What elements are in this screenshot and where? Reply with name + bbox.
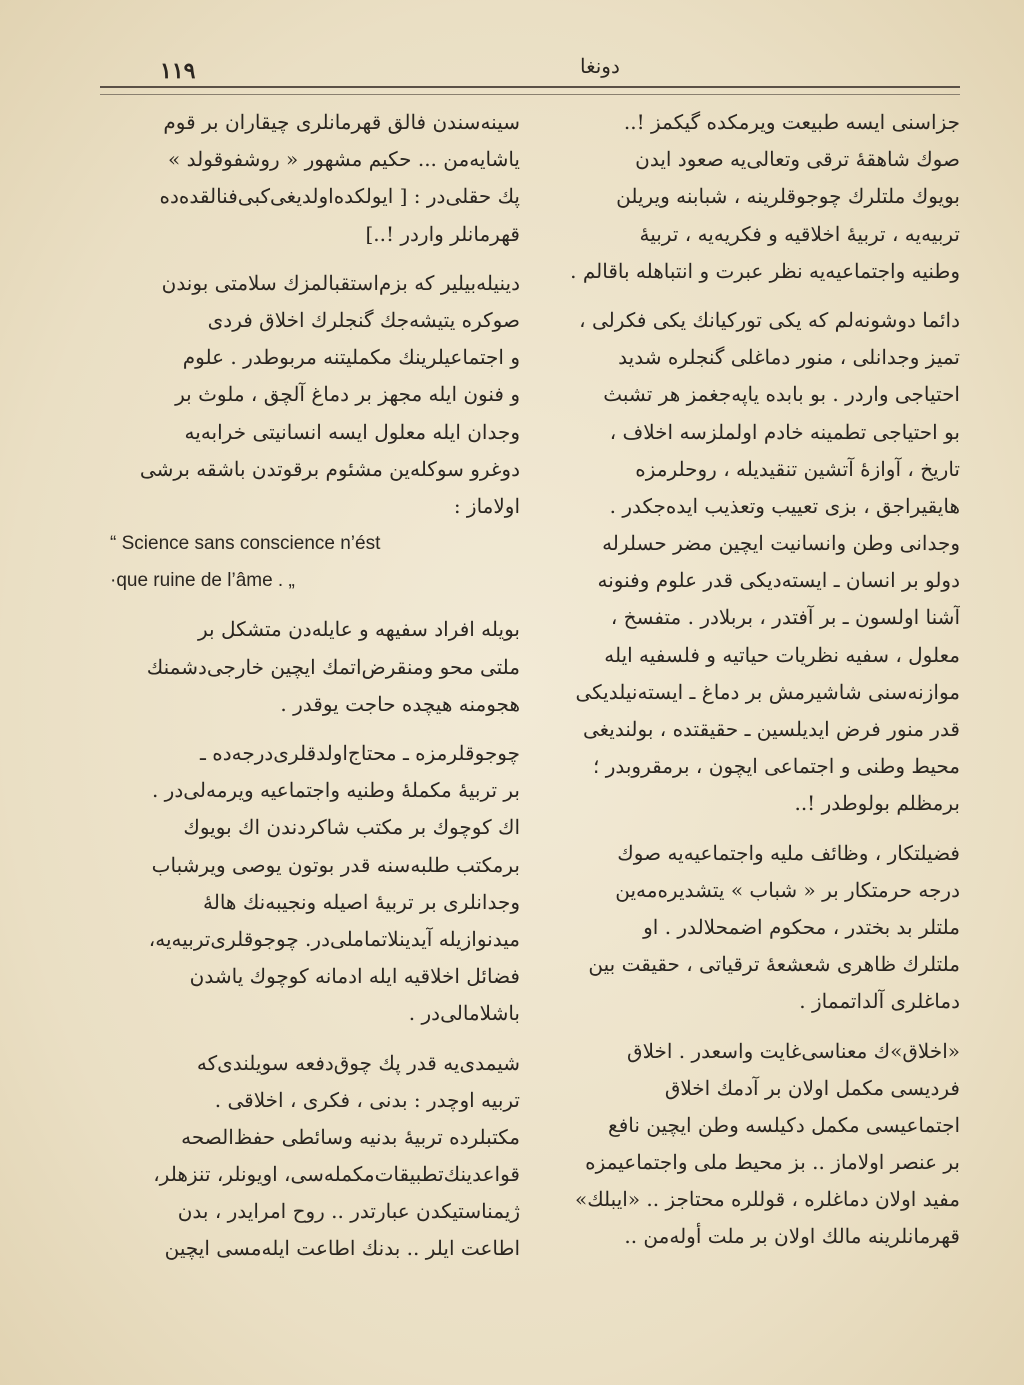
text-line: درجه حرمتکار بر « شباب » یتشدیره‌مه‌ین — [615, 877, 960, 902]
text-line: دائما دوشونه‌لم که یکی تورکیانك یکی فکرلی ، — [579, 307, 960, 332]
text-line: میدنوازیله آیدینلاتماملی‌در. چوجوقلری‌تربیه‌یه، — [148, 926, 520, 951]
text-line: بر عنصر اولاماز .. بز محیط ملی واجتماعیمزه — [585, 1150, 960, 1175]
text-line: فردیسی مکمل اولان بر آدمك اخلاق — [664, 1075, 960, 1100]
text-line: دینیله‌بیلیر که بزم‌استقبالمزك سلامتی بوندن — [161, 270, 520, 295]
paragraph-gap — [555, 1021, 960, 1033]
text-line: محیط وطنی و اجتماعی ایچون ، برمقروبدر ؛ — [592, 754, 960, 779]
text-line: ملتلرك ظاهری شعشعهٔ ترقیاتی ، حقیقت بین — [588, 952, 960, 977]
text-line: اولاماز : — [453, 493, 520, 518]
right-column — [555, 104, 960, 1256]
text-line: یاشایه‌من ... حکیم مشهور « روشفوقولد » — [168, 147, 520, 172]
running-title: دونغا — [580, 54, 620, 78]
left-column — [110, 104, 520, 1268]
text-line: بر تربیهٔ مکملهٔ وطنیه واجتماعیه ویرمه‌لی‌در . — [151, 778, 520, 803]
paragraph-gap — [555, 823, 960, 835]
text-line: ژیمناستیكدن عبارتدر .. روح امرایدر ، بدن — [177, 1199, 520, 1224]
text-line: تربیه اوچدر : بدنی ، فکری ، اخلاقی . — [214, 1087, 520, 1112]
text-line: و اجتماعیلرینك مکملیتنه مربوطدر . علوم — [182, 345, 520, 370]
text-line: فضیلتکار ، وظائف ملیه واجتماعیه‌یه صوك — [617, 840, 960, 865]
text-line: مفید اولان دماغلره ، قوللره محتاجز .. «ایبلك» — [574, 1187, 960, 1212]
text-line: هجومنه هیچده حاجت یوقدر . — [280, 691, 520, 716]
text-line: دوغرو سوکله‌ین مشئوم برقوتدن باشقه برشی — [139, 456, 520, 481]
text-line: صوك شاهقهٔ ترقی وتعالی‌یه صعود ایدن — [635, 147, 960, 172]
text-line: برمظلم بولوطدر !.. — [794, 791, 960, 816]
paragraph-gap — [110, 599, 520, 611]
text-line: «اخلاق»ك معناسی‌غایت واسعدر . اخلاق — [627, 1038, 960, 1063]
text-line: اطاعت ایلر .. بدنك اطاعت ایله‌مسی ایچین — [164, 1236, 520, 1261]
text-line: اجتماعیسی مکمل دکیلسه وطن ایچین نافع — [608, 1112, 960, 1137]
text-line: باشلامالی‌در . — [408, 1001, 520, 1026]
text-line: دماغلری آلداتمماز . — [799, 989, 960, 1014]
text-line: ملتلر بد بختدر ، محکوم اضمحلالدر . او — [643, 914, 960, 939]
text-line: تربیه‌یه ، تربیهٔ اخلاقیه و فکریه‌یه ، تربیهٔ — [639, 221, 960, 246]
text-line: قدر منور فرض ایدیلسین ـ حقیقتده ، بولندیغی — [582, 717, 960, 741]
text-line: هایقیراجق ، بزی تعییب وتعذیب ایده‌جکدر . — [609, 493, 960, 518]
text-line: برمکتب طلبه‌سنه قدر بوتون یوصی ویرشباب — [151, 852, 520, 877]
text-line: صوکره یتیشه‌جك گنجلرك اخلاق فردی — [207, 307, 520, 332]
header-rule — [100, 86, 960, 95]
text-line: جزاسنی ایسه طبیعت ویرمکده گیکمز !.. — [623, 110, 960, 134]
text-line: تاریخ ، آوازهٔ آتشین تنقیدیله ، روحلرمزه — [635, 456, 960, 481]
text-line: احتیاجی واردر . بو بابده یاپه‌جغمز هر تشبث — [603, 382, 960, 407]
text-line: قهرمانلرینه مالك اولان بر ملت أوله‌من .. — [624, 1224, 960, 1249]
text-line: موازنه‌سنی شاشیرمش بر دماغ ـ ایسته‌نیلدیکی — [575, 679, 960, 704]
text-line: وجدانی وطن وانسانیت ایچین مضر حسلرله — [602, 531, 960, 556]
text-line: قواعدینك‌تطبیقات‌مکمله‌سی، اویونلر، تنزهلر، — [153, 1162, 520, 1187]
text-line: “ Science sans conscience n’ést — [110, 533, 381, 555]
text-line: شیمدی‌یه قدر پك چوق‌دفعه سویلندی‌که — [196, 1050, 520, 1075]
paragraph-gap — [110, 253, 520, 265]
text-line: بویله افراد سفیهه و عایله‌دن متشکل بر — [198, 617, 520, 642]
text-line: و فنون ایله مجهز بر دماغ آلچق ، ملوث بر — [175, 382, 520, 407]
text-line: وجدانلری بر تربیهٔ اصیله ونجیبه‌نك هاله‌ٔ — [203, 889, 520, 914]
text-line: وطنیه واجتماعیه‌یه نظر عبرت و انتباهله باقالم . — [570, 258, 960, 283]
text-line: ملتی محو ومنقرض‌اتمك ایچین خارجی‌دشمنك — [146, 654, 520, 679]
text-line: تمیز وجدانلی ، منور دماغلی گنجلره شدید — [618, 345, 960, 370]
text-line: اك کوچوك بر مکتب شاکردندن اك بویوك — [183, 815, 520, 840]
text-line: معلول ، سفیه نظریات حیاتیه و فلسفیه ایله — [604, 642, 960, 667]
text-line: بویوك ملتلرك چوجوقلرینه ، شبابنه ویریلن — [616, 184, 960, 209]
text-line: چوجوقلرمزه ـ محتاج‌اولدقلری‌درجه‌ده ـ — [200, 741, 520, 765]
text-line: فضائل اخلاقیه ایله ادمانه کوچوك یاشدن — [189, 964, 520, 989]
paragraph-gap — [110, 1033, 520, 1045]
text-line: دولو بر انسان ـ ایسته‌دیکی قدر علوم وفنونه — [597, 568, 960, 593]
text-line: مکتبلرده تربیهٔ بدنیه وسائطی حفظ‌الصحه — [181, 1124, 520, 1149]
paragraph-gap — [555, 290, 960, 302]
page-number: ١١٩ — [160, 58, 196, 84]
text-line: پك حقلی‌در : [ ایولکده‌اولدیغی‌کبی‌فنالقده‌ده — [159, 184, 520, 209]
text-line: ·que ruine de l’âme . „ — [110, 570, 295, 592]
text-line: وجدان ایله معلول ایسه انسانیتی خرابه‌یه — [184, 419, 520, 444]
text-line: سینه‌سندن فالق قهرمانلری چیقاران بر قوم — [163, 110, 520, 134]
text-line: بو احتیاجی تطمینه خادم اولملزسه اخلاف ، — [609, 419, 960, 444]
paragraph-gap — [110, 723, 520, 735]
text-line: قهرمانلر واردر !..] — [365, 221, 520, 246]
text-line: آشنا اولسون ـ بر آفتدر ، بربلادر . متفسخ ، — [610, 605, 960, 630]
